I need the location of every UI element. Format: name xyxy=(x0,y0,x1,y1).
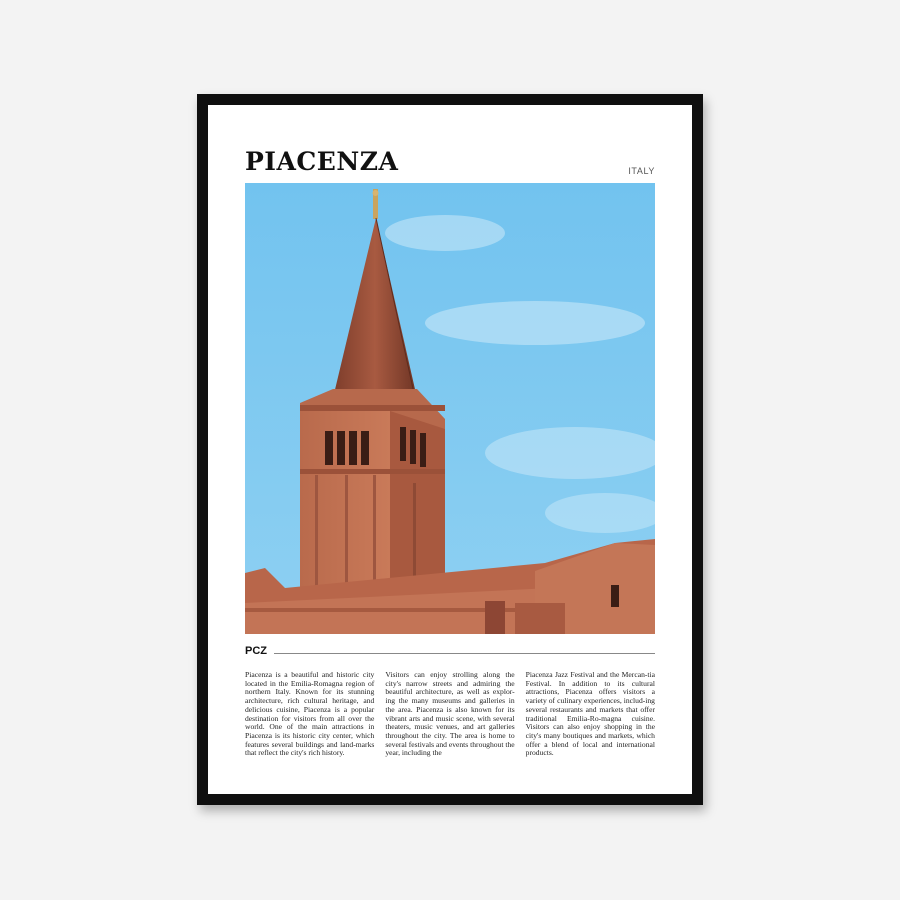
divider-rule xyxy=(274,653,655,654)
bell-tower-photo xyxy=(245,183,655,634)
poster-title: PIACENZA xyxy=(245,147,399,176)
poster xyxy=(208,105,692,794)
description-column-1: Piacenza is a beautiful and historic city located in the Emilia-Romagna region of northern Italy. Known for its stunning architecture, rich cultural heritage, and delicious cuisine, Piacenza is a popular destination for visitors from all over the world. One of the main attractions in Piacenza is its historic city center, which features several buildings and land-marks that reflect the city's rich history. xyxy=(245,670,375,758)
city-code: PCZ xyxy=(245,645,267,657)
description-column-2: Visitors can enjoy strolling along the city's narrow streets and admiring the beautiful architecture, as well as explor-ing the many museums and galleries in the area. Piacenza is also known for its vibrant arts and music scene, with several theaters, music venues, and art galleries throughout the city. The area is home to several festivals and events throughout the year, including the xyxy=(385,670,515,758)
description-columns xyxy=(245,671,655,758)
country-label: ITALY xyxy=(628,166,655,176)
description-column-3: Piacenza Jazz Festival and the Mercan-tia Festival. In addition to its cultural attractions, Piacenza offers visitors a variety of culinary experiences, includ-ing several restaurants and markets that offer traditional Emilia-Ro-magna cuisine. Visitors can also enjoy shopping in the city's many boutiques and markets, which offer a blend of local and international products. xyxy=(525,670,655,758)
